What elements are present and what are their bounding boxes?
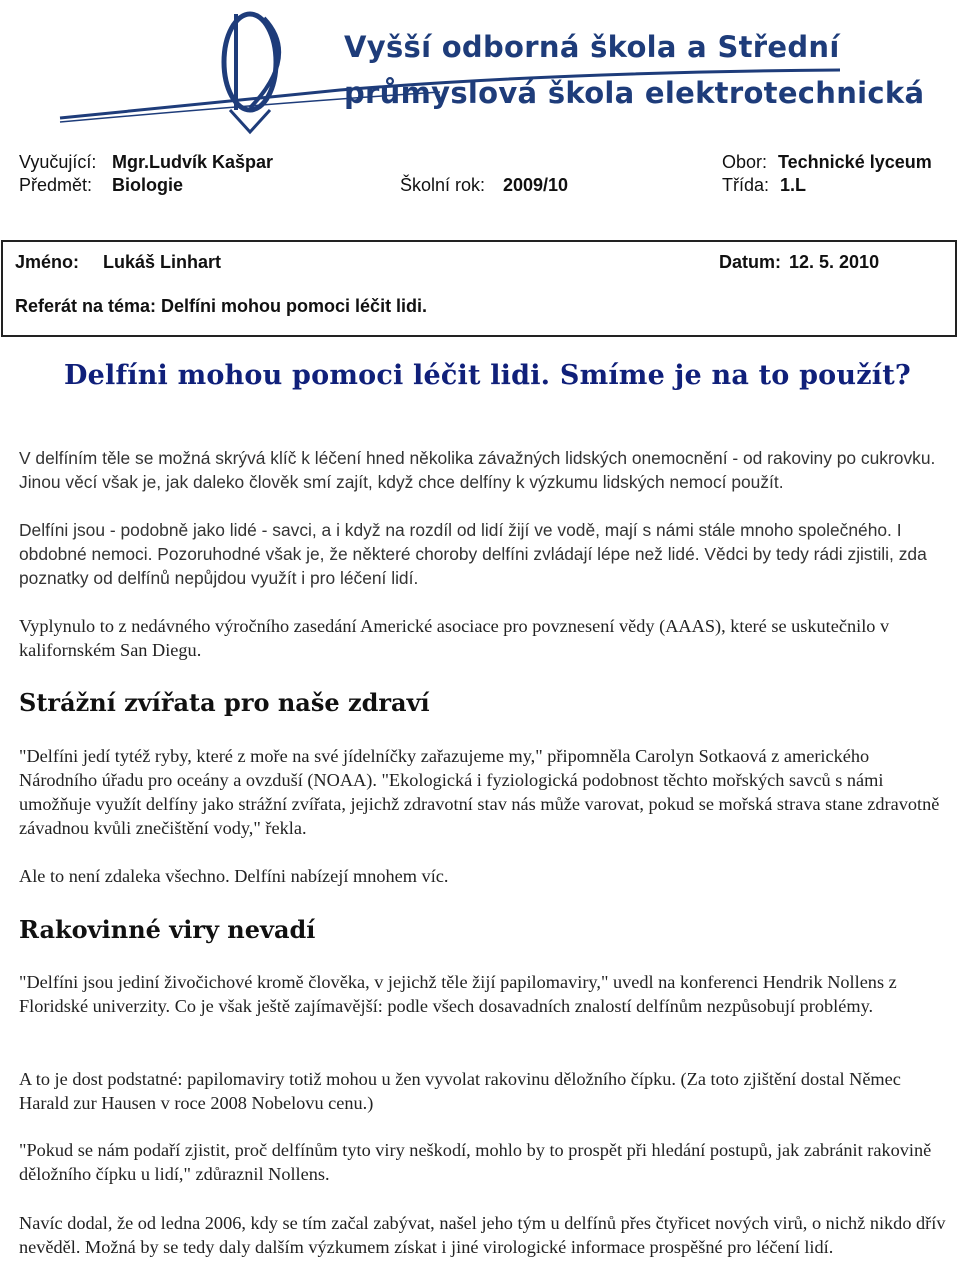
subject-value: Biologie	[112, 175, 183, 195]
date-label: Datum:	[719, 252, 781, 272]
class-label: Třída:	[722, 175, 770, 195]
page-title: Delfíni mohou pomoci léčit lidi. Smíme je na to použít?	[64, 360, 911, 391]
paragraph-4: "Delfíni jedí tytéž ryby, které z moře na své jídelníčky zařazujeme my," připomněla Carolyn Sotkaová z amerického Národního úřadu pro oceány a ovzduší (NOAA). "Ekologická i fyziologická podobnost těchto mořských savců s námi umožňuje využít delfíny jako strážní zvířata, jejichž zdravotní stav nás může varovat, pokud se mořská strava stane zdravotně závadnou kvůli znečištění vody," řekla.	[19, 746, 940, 838]
date-value: 12. 5. 2010	[789, 252, 880, 272]
paragraph-3: Vyplynulo to z nedávného výročního zasedání Americké asociace pro povznesení vědy (AAAS), které se uskutečnilo v kalifornském San Diegu.	[19, 616, 890, 660]
school-name-line1: Vyšší odborná škola a Střední	[344, 30, 840, 64]
year-label: Školní rok:	[400, 175, 486, 195]
school-name-line2: průmyslová škola elektrotechnická	[344, 76, 925, 110]
course-info	[0, 150, 960, 196]
paragraph-2: Delfíni jsou - podobně jako lidé - savci, a i když na rozdíl od lidí žijí ve vodě, mají s námi stále mnoho společného. I obdobné nemoci. Pozoruhodné však je, že některé choroby delfíni zvládají lépe než lidé. Vědci by tedy rádi zjistili, zda poznatky od delfínů nepůjdou využít i pro léčení lidí.	[19, 520, 927, 588]
section-heading-1: Strážní zvířata pro naše zdraví	[19, 688, 430, 717]
field-value: Technické lyceum	[778, 152, 932, 172]
subject-label: Předmět:	[19, 175, 93, 195]
topic: Referát na téma: Delfíni mohou pomoci léčit lidi.	[15, 296, 428, 316]
paragraph-1: V delfíním těle se možná skrývá klíč k léčení hned několika závažných lidských onemocnění - od rakoviny po cukrovku. Jinou věcí však je, jak daleko člověk smí zajít, když chce delfíny k výzkumu lidských nemocí použít.	[19, 448, 936, 492]
section-heading-2: Rakovinné viry nevadí	[19, 915, 316, 944]
paragraph-6: "Delfíni jsou jediní živočichové kromě člověka, v jejichž těle žijí papilomaviry," uvedl na konferenci Hendrik Nollens z Floridské univerzity. Co je však ještě zajímavější: podle všech dosavadních znalostí delfínům nezpůsobují problémy.	[19, 972, 897, 1016]
class-value: 1.L	[780, 175, 807, 195]
year-value: 2009/10	[503, 175, 569, 195]
teacher-value: Mgr.Ludvík Kašpar	[112, 152, 274, 172]
paragraph-7: A to je dost podstatné: papilomaviry totiž mohou u žen vyvolat rakovinu děložního čípku. (Za toto zjištění dostal Němec Harald zur Hausen v roce 2008 Nobelovu cenu.)	[19, 1069, 901, 1113]
name-value: Lukáš Linhart	[103, 252, 222, 272]
school-name	[344, 24, 925, 116]
teacher-label: Vyučující:	[19, 152, 97, 172]
paragraph-9: Navíc dodal, že od ledna 2006, kdy se tím začal zabývat, našel jeho tým u delfínů přes čtyřicet nových virů, o nichž nikdo dřív nevěděl. Možná by se tedy daly dalším výzkumem získat i jiné virologické informace prospěšné pro léčení lidí.	[19, 1213, 946, 1257]
paragraph-8: "Pokud se nám podaří zjistit, proč delfínům tyto viry neškodí, mohlo by to prospět při hledání postupů, jak zabránit rakovině děložního čípku u lidí," zdůraznil Nollens.	[19, 1140, 932, 1184]
paragraph-5: Ale to není zdaleka všechno. Delfíni nabízejí mnohem víc.	[19, 866, 449, 886]
student-box	[1, 240, 957, 337]
name-label: Jméno:	[15, 252, 80, 272]
school-header	[0, 0, 960, 140]
field-label: Obor:	[722, 152, 768, 172]
